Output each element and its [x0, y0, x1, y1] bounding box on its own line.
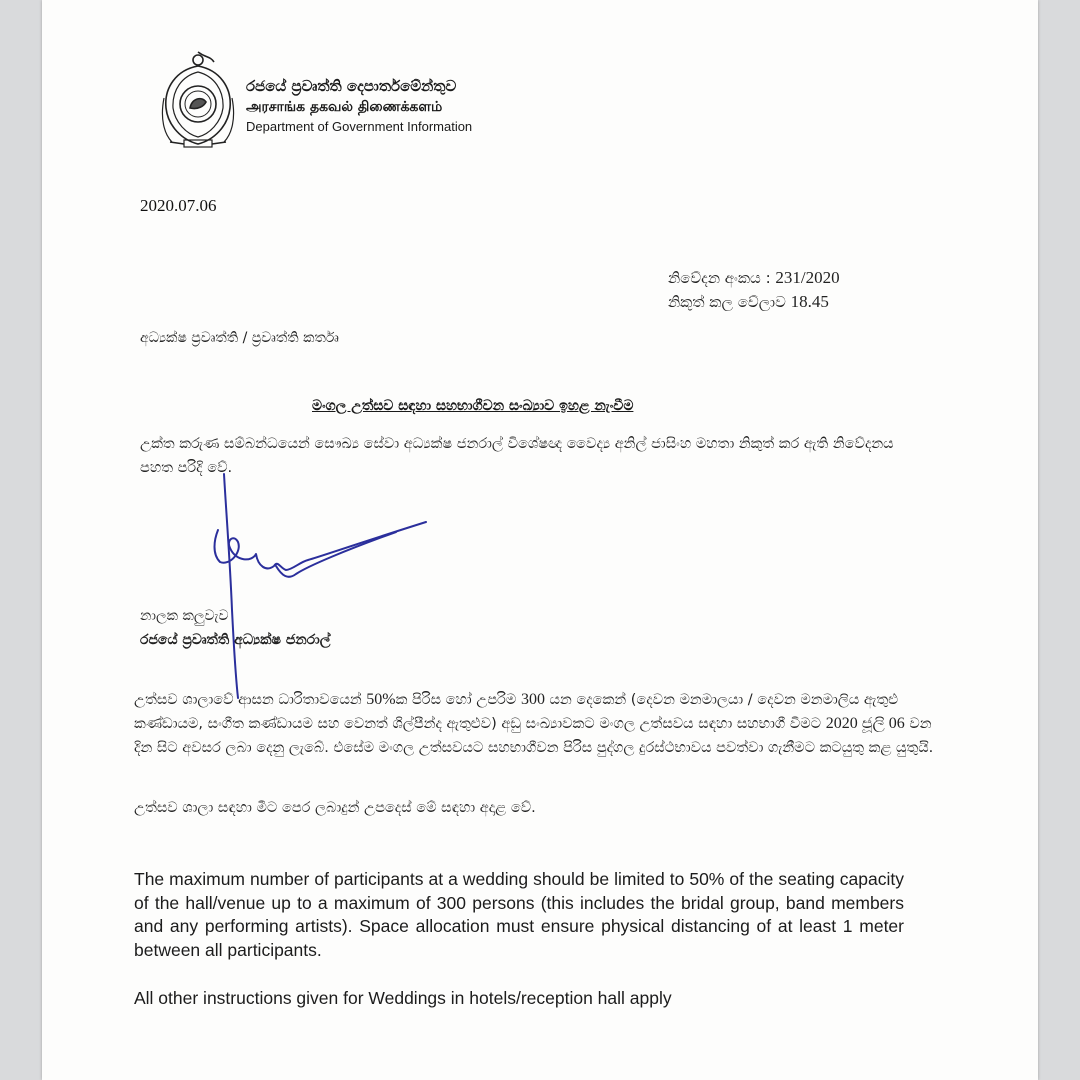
effective-date: 2020 ජූලි 06 — [825, 715, 905, 732]
handwritten-signature — [196, 470, 456, 700]
signatory-title: රජයේ ප්‍රවෘත්ති අධ්‍යක්ෂ ජනරාල් — [140, 632, 331, 648]
issue-time-value: 18.45 — [790, 292, 829, 311]
issue-time-label: නිකුත් කල වේලාව — [668, 293, 786, 311]
reference-number-label: නිවේදන අංකය : — [668, 269, 771, 287]
english-paragraph-other-instructions: All other instructions given for Weddings in hotels/reception hall apply — [134, 988, 672, 1008]
reference-block — [668, 266, 840, 314]
main-paragraph-text: යන දෙකෙන් (දෙවන මනමාලයා / දෙවන මනමාලිය ඇතුළු කණ්ඩායම, සංගීත කණ්ඩායම සහ වෙනත් ශිල්පීන්ද ඇතුළුව) අඩු සංඛ්‍යාවකට මංගල උත්සවය සඳහා සහභාගී වීමට — [134, 692, 899, 732]
main-paragraph-text: උත්සව ශාලාවේ ආසන ධාරිතාවයෙන් — [134, 692, 367, 708]
main-paragraph-text: වන දින සිට අවසර ලබා දෙනු ලැබේ. එසේම මංගල උත්සවයට සහභාගීවන පිරිස පුද්ගල දුරස්ථභාවය පවත්වා ගැනීමට කටයුතු කළ යුතුයි. — [134, 716, 934, 756]
reference-number-value: 231/2020 — [775, 268, 840, 287]
capacity-percentage: 50% — [366, 691, 396, 708]
prior-instructions-paragraph: උත්සව ශාලා සඳහා මීට පෙර ලබාදුන් උපදෙස් මේ සඳහා අදාළ වේ. — [134, 800, 536, 816]
main-paragraph-text: ක පිරිස හෝ උපරිම — [395, 692, 521, 708]
subject-heading: මංගල උත්සව සඳහා සහභාගීවන සංඛ්‍යාව ඉහළ නැංවීම — [312, 398, 634, 414]
department-name-english: Department of Government Information — [246, 119, 473, 134]
letter-date: 2020.07.06 — [140, 196, 217, 215]
department-name-sinhala: රජයේ ප්‍රවෘත්ති දෙපාර්තමේන්තුව — [246, 77, 457, 95]
english-paragraph-limits: The maximum number of participants at a wedding should be limited to 50% of the seating capacity of the hall/venue up to a maximum of 300 persons (this includes the bridal group, band members and any performing artists). Space allocation must ensure physical distancing of at least 1 meter between all participants. — [134, 869, 904, 960]
department-name-tamil: அரசாங்க தகவல் திணைக்களம் — [246, 99, 443, 115]
issue-time-line — [668, 290, 840, 314]
reference-number-line — [668, 266, 840, 290]
addressee: අධ්‍යක්ෂ ප්‍රවෘත්ති / ප්‍රවෘත්ති කර්තෘ — [140, 330, 339, 346]
max-participants: 300 — [520, 691, 545, 708]
signatory-name: නාලක කලුවැව — [140, 608, 229, 624]
intro-paragraph: උක්ත කරුණ සම්බන්ධයෙන් සෞඛ්‍ය සේවා අධ්‍යක්ෂ ජනරාල් විශේෂඥ වෛද්‍ය අනිල් ජාසිංහ මහතා නිකුත් කර ඇති නිවේදනය පහත පරිදි වේ. — [140, 436, 894, 476]
signatory-block — [140, 604, 330, 652]
department-header — [246, 76, 472, 136]
sri-lanka-emblem-icon — [158, 48, 238, 152]
main-paragraph — [134, 688, 934, 760]
